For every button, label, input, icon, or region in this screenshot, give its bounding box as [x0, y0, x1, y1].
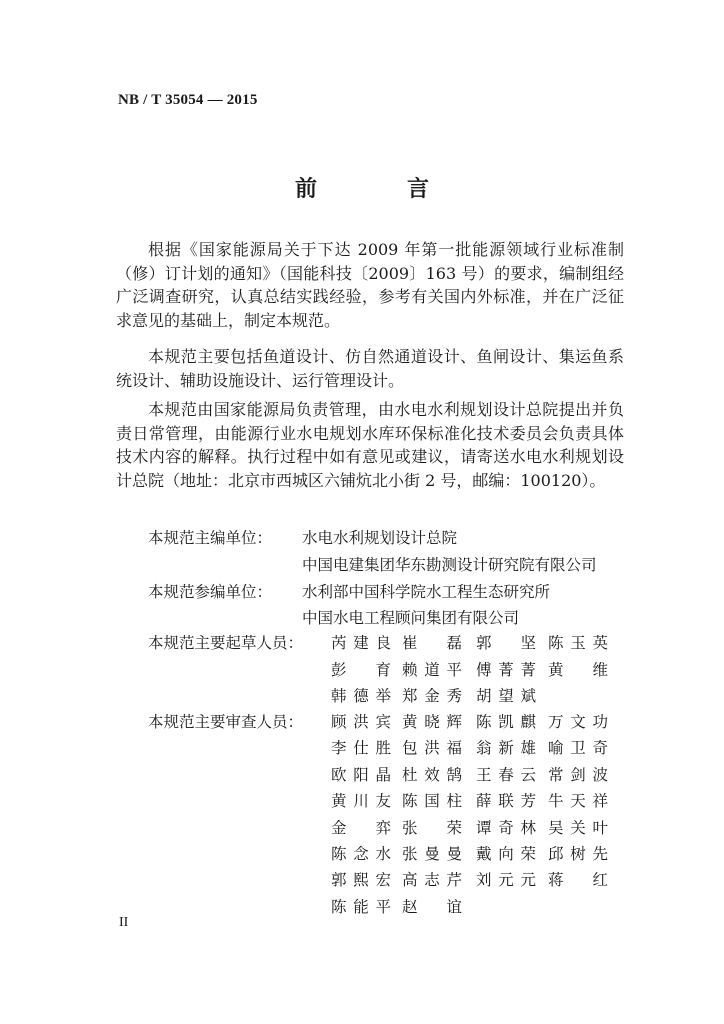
- person-name: 陈念水: [331, 845, 391, 863]
- person-name: 刘元元: [476, 871, 536, 890]
- person-name: 顾洪宾: [331, 713, 391, 731]
- participating-unit: 水利部中国科学院水工程生态研究所: [302, 583, 551, 601]
- person-name: 胡望斌: [476, 687, 536, 705]
- person-name: 赵 谊: [402, 897, 462, 916]
- standard-code: NB / T 35054 — 2015: [118, 92, 258, 108]
- person-name: 崔 磊: [402, 634, 462, 652]
- person-name: 黄 维: [548, 660, 608, 679]
- person-name: 高志芹: [402, 871, 462, 890]
- person-name: 黄川友: [331, 792, 391, 811]
- paragraph-management: 本规范由国家能源局负责管理，由水电水利规划设计总院提出并负责日常管理，由能源行业水电规划水库环保标准化技术委员会负责具体技术内容的解释。执行过程中如有意见或建议，请寄送水电水利规划设计总院（地址：北京市西城区六铺炕北小街 2 号，邮编：100120）。: [116, 400, 624, 490]
- person-name: 金 弈: [331, 818, 391, 837]
- person-name: 陈能平: [331, 897, 391, 916]
- person-name: 戴向荣: [476, 845, 536, 863]
- person-name: 翁新雄: [476, 739, 536, 758]
- participating-unit: 中国水电工程顾问集团有限公司: [302, 609, 520, 627]
- chief-unit: 中国电建集团华东勘测设计研究院有限公司: [302, 556, 597, 574]
- person-name: 芮建良: [331, 634, 391, 652]
- person-name: 李仕胜: [331, 739, 391, 758]
- page-number: II: [119, 915, 129, 930]
- reviewers-label: 本规范主要审查人员：: [148, 713, 304, 731]
- chief-unit: 水电水利规划设计总院: [302, 529, 458, 547]
- drafters-label: 本规范主要起草人员：: [148, 634, 304, 652]
- person-name: 黄晓辉: [402, 713, 462, 731]
- person-name: 包洪福: [402, 739, 462, 758]
- person-name: 郭 坚: [476, 634, 536, 652]
- person-name: 张曼曼: [402, 845, 462, 863]
- person-name: 蒋 红: [548, 871, 608, 890]
- person-name: 常剑波: [548, 765, 608, 784]
- person-name: 喻卫奇: [548, 739, 608, 758]
- person-name: 陈玉英: [548, 634, 608, 652]
- person-name: 彭 育: [331, 660, 391, 679]
- paragraph-basis: 根据《国家能源局关于下达 2009 年第一批能源领域行业标准制（修）订计划的通知》（国能科技〔2009〕163 号）的要求，编制组经广泛调查研究，认真总结实践经验，参考有关国内外标准，并在广泛征求意见的基础上，制定本规范。: [116, 240, 624, 330]
- person-name: 邱树先: [548, 845, 608, 863]
- person-name: 吴关叶: [548, 818, 608, 837]
- person-name: 欧阳晶: [331, 765, 391, 784]
- person-name: 王春云: [476, 765, 536, 784]
- person-name: 张 荣: [402, 818, 462, 837]
- person-name: 韩德举: [331, 687, 391, 705]
- person-name: 杜效鹄: [402, 765, 462, 784]
- person-name: 万文功: [548, 713, 608, 731]
- person-name: 薛联芳: [476, 792, 536, 811]
- person-name: 陈凯麒: [476, 713, 536, 731]
- person-name: 郭熙宏: [331, 871, 391, 890]
- person-name: 谭奇林: [476, 818, 536, 837]
- chief-units-label: 本规范主编单位：: [148, 529, 273, 547]
- participating-units-label: 本规范参编单位：: [148, 583, 273, 601]
- person-name: 郑金秀: [402, 687, 462, 705]
- person-name: 傅菁菁: [476, 660, 536, 679]
- person-name: 赖道平: [402, 660, 462, 679]
- person-name: 陈国柱: [402, 792, 462, 811]
- paragraph-scope: 本规范主要包括鱼道设计、仿自然通道设计、鱼闸设计、集运鱼系统设计、辅助设施设计、运行管理设计。: [116, 347, 624, 390]
- person-name: 牛天祥: [548, 792, 608, 811]
- page-title: 前 言: [294, 177, 463, 202]
